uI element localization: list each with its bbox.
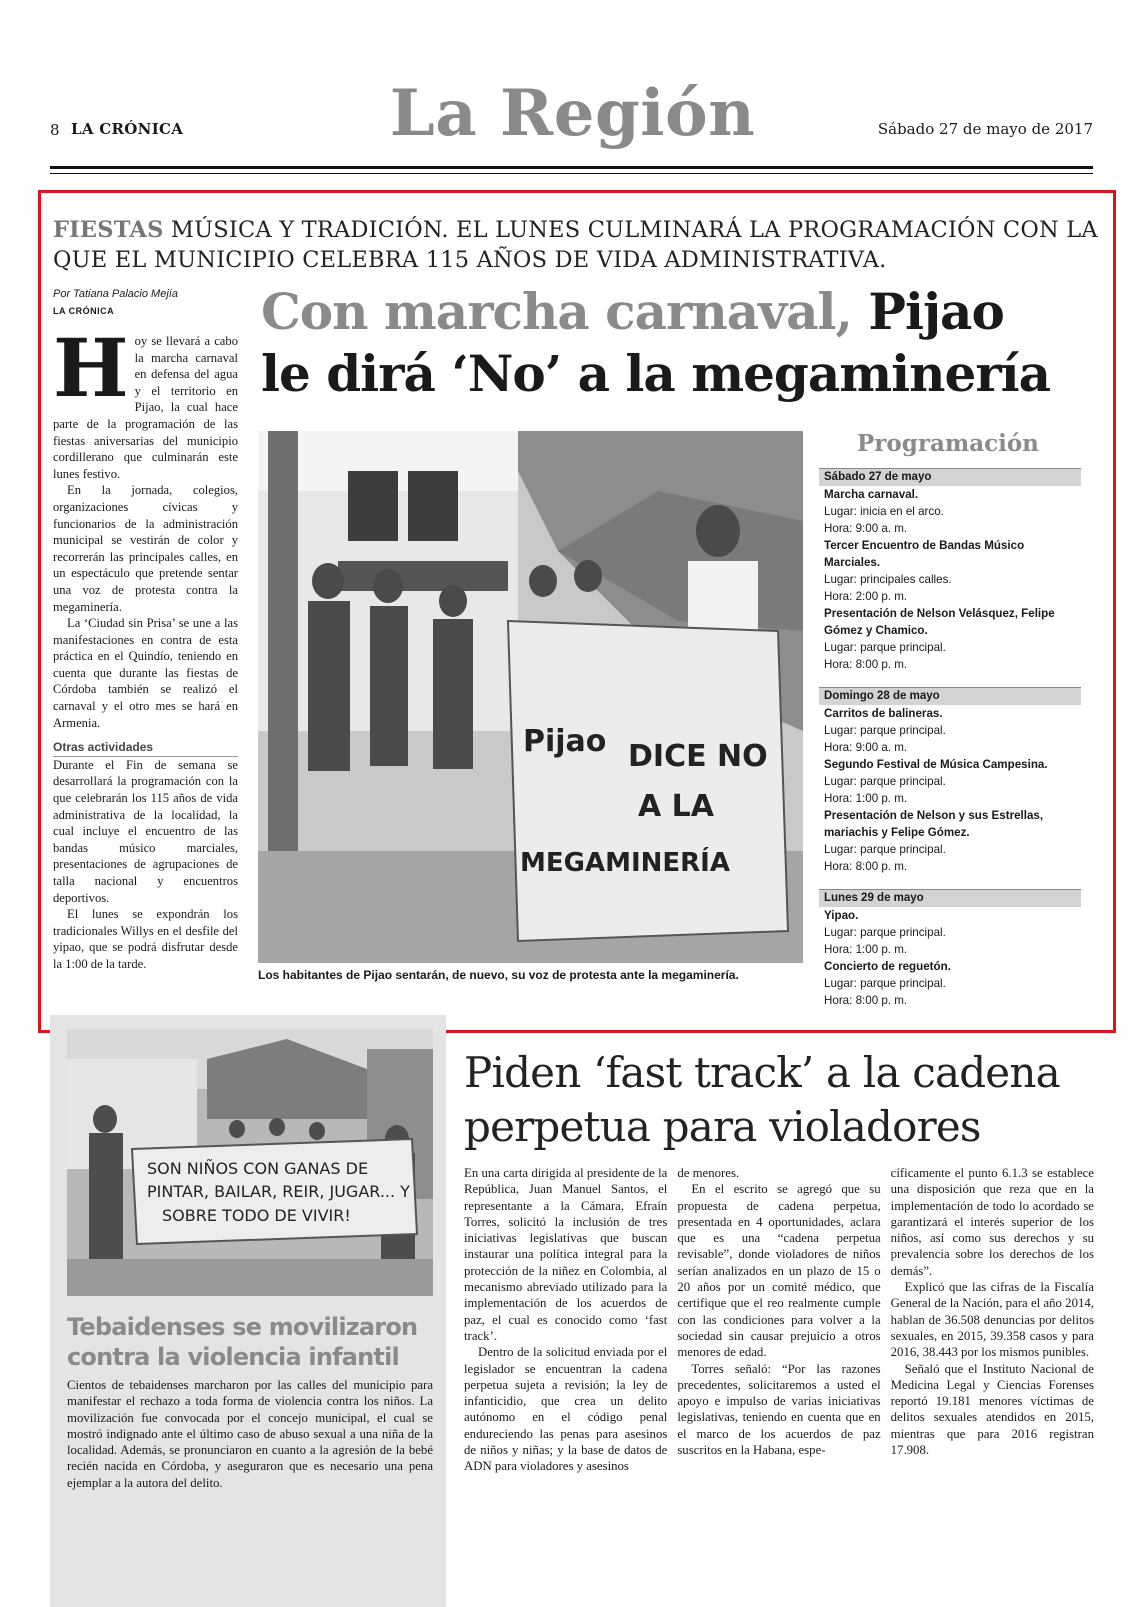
- body-paragraph: cíficamente el punto 6.1.3 se establece una disposición que reza que en la implementación de todo lo acordado se garantizará el interés superior de los niños, así como sus derechos y su prevalencia sobre los derechos de los demás”.: [890, 1166, 1094, 1278]
- feature-body-column: [53, 321, 238, 973]
- newspaper-name: LA CRÓNICA: [71, 120, 184, 138]
- text-column-1: [464, 1165, 667, 1475]
- subhead: Otras actividades: [53, 739, 238, 757]
- tebaida-march-photo: [67, 1029, 433, 1296]
- event-time: Hora: 1:00 p. m.: [824, 943, 908, 956]
- issue-date: Sábado 27 de mayo de 2017: [877, 120, 1093, 138]
- section-title: La Región: [389, 76, 756, 151]
- body-paragraph: La ‘Ciudad sin Prisa’ se une a las manifestaciones en contra de esta práctica en el Quindío, teniendo en cuenta que durante las fiestas de Córdoba también se realizó el carnaval y el otro mes se hará en Armenia.: [53, 616, 238, 730]
- event-time: Hora: 8:00 p. m.: [824, 860, 908, 873]
- body-paragraph: Torres señaló: “Por las razones precedentes, solicitaremos a usted el apoyo e impulso de varias iniciativas legislativas, teniendo en cuenta que en el marco de los acuerdos de paz suscritos en la Habana, espe-: [677, 1361, 881, 1458]
- sign-line-1: SON NIÑOS CON GANAS DE: [147, 1159, 369, 1178]
- cadena-headline: Piden ‘fast track’ a la cadena perpetua para violadores: [464, 1048, 1060, 1151]
- headline-black-part-1: Pijao: [868, 282, 1004, 341]
- event-place: Lugar: parque principal.: [824, 977, 946, 990]
- event-place: Lugar: parque principal.: [824, 926, 946, 939]
- event-time: Hora: 8:00 p. m.: [824, 658, 908, 671]
- feature-headline: [261, 281, 1101, 405]
- event-name: Carritos de balineras.: [824, 707, 943, 720]
- story-kicker: [53, 215, 1103, 275]
- programacion-title: Programación: [857, 430, 1039, 457]
- body-paragraph: Durante el Fin de semana se desarrollará la programación con la que celebrarán los 115 años de vida administrativa de la localidad, la cual incluye el encuentro de las bandas músico marciales, presentaciones de agrupaciones de talla nacional y encuentros deportivos.: [53, 757, 238, 905]
- day-header: Lunes 29 de mayo: [819, 889, 1081, 907]
- event-time: Hora: 9:00 a. m.: [824, 741, 908, 754]
- sign-line-3: SOBRE TODO DE VIVIR!: [162, 1206, 351, 1225]
- event-place: Lugar: parque principal.: [824, 775, 946, 788]
- sign-text-pijao: Pijao: [523, 724, 607, 759]
- event-name: Yipao.: [824, 909, 859, 922]
- event-place: Lugar: principales calles.: [824, 573, 952, 586]
- cadena-body: [464, 1165, 1094, 1475]
- sign-text-dice-no: DICE NO: [628, 739, 768, 774]
- protest-photo-illustration: [258, 431, 803, 963]
- event-name: Marcha carnaval.: [824, 488, 919, 501]
- programacion-list: [819, 468, 1081, 1009]
- body-paragraph: Señaló que el Instituto Nacional de Medicina Legal y Ciencias Forenses reportó 19.181 menores víctimas de delitos sexuales atendidos en 2015, mientras que para 2016 registran 17.908.: [890, 1361, 1094, 1458]
- text-column-2: [677, 1165, 880, 1475]
- tebaida-body: Cientos de tebaidenses marcharon por las calles del municipio para manifestar el rechazo a toda forma de violencia contra los niños. La movilización fue convocada por el concejo municipal, el cual se mostró indignado ante el último caso de abuso sexual a una niña de la localidad. Además, se pronunciaron en cuanto a la agresión de la bebé recién nacida en Córdoba, y aseguraron que es necesario una pena ejemplar a la autora del delito.: [67, 1378, 433, 1490]
- event-time: Hora: 9:00 a. m.: [824, 522, 908, 535]
- event-place: Lugar: parque principal.: [824, 641, 946, 654]
- day-header: Sábado 27 de mayo: [819, 468, 1081, 486]
- event-name: Presentación de Nelson y sus Estrellas, mariachis y Felipe Gómez.: [824, 809, 1044, 839]
- body-paragraph: En una carta dirigida al presidente de la República, Juan Manuel Santos, el representante a la Cámara, Efraín Torres, solicitó la inclusión de tres iniciativas legislativas que buscan instaurar una política integral para la protección de la niñez en Colombia, al mecanismo abreviado utilizado para la implementación de los acuerdos de paz, el cual es conocido como ‘fast track’.: [464, 1166, 668, 1343]
- body-paragraph: En el escrito se agregó que su propuesta de cadena perpetua, presentada en 4 oportunidades, aclara que es una “cadena perpetua revisable”, donde violadores de niños serían analizados en un plazo de 15 o 20 años por un comité médico, que certifique que el reo realmente cumple con las condiciones para volver a la sociedad sin causar prejuicio a otros menores de edad.: [677, 1182, 881, 1360]
- event-name: Tercer Encuentro de Bandas Músico Marciales.: [824, 539, 1025, 569]
- photo-caption: Los habitantes de Pijao sentarán, de nuevo, su voz de protesta ante la megaminería.: [258, 968, 739, 982]
- event-place: Lugar: parque principal.: [824, 843, 946, 856]
- headline-grey-part: Con marcha carnaval,: [261, 282, 869, 341]
- tebaida-photo-illustration: [67, 1029, 433, 1296]
- event-name: Segundo Festival de Música Campesina.: [824, 758, 1048, 771]
- sign-text-megamineria: MEGAMINERÍA: [520, 848, 730, 878]
- body-paragraph: En la jornada, colegios, organizaciones cívicas y funcionarios de la administración municipal se vestirán de color y recorrerán las principales calles, en un espectáculo que pretende sentar una voz de protesta contra la megaminería.: [53, 483, 238, 614]
- body-paragraph: El lunes se expondrán los tradicionales Willys en el desfile del yipao, que se podrá disfrutar desde la 1:00 de la tarde.: [53, 907, 238, 971]
- event-time: Hora: 1:00 p. m.: [824, 792, 908, 805]
- sign-text-a-la: A LA: [638, 789, 714, 824]
- feature-story-box: [38, 190, 1116, 1033]
- body-paragraph: Hoy se llevará a cabo la marcha carnaval en defensa del agua y el territorio en Pijao, la cual hace parte de la programación de las fiestas aniversarias del municipio cordillerano que culminarán este lunes festivo.: [53, 321, 238, 481]
- event-time: Hora: 2:00 p. m.: [824, 590, 908, 603]
- masthead-rule-thin: [50, 173, 1093, 174]
- sign-line-2: PINTAR, BAILAR, REIR, JUGAR... Y: [147, 1182, 410, 1201]
- kicker-tag: FIESTAS: [53, 217, 164, 243]
- protest-photo: [258, 431, 803, 963]
- event-place: Lugar: parque principal.: [824, 724, 946, 737]
- body-paragraph: Explicó que las cifras de la Fiscalía General de la Nación, para el año 2014, hablan de 36.508 denuncias por delitos sexuales, en 2015, 39.358 casos y para 2016, 38.443 por los mismos punibles.: [890, 1280, 1094, 1360]
- event-time: Hora: 8:00 p. m.: [824, 994, 908, 1007]
- tebaida-story-box: [50, 1015, 446, 1607]
- page-number: 8: [50, 121, 60, 139]
- event-place: Lugar: inicia en el arco.: [824, 505, 944, 518]
- masthead-rule: [50, 166, 1093, 169]
- drop-cap: H: [53, 321, 129, 415]
- event-name: Presentación de Nelson Velásquez, Felipe Gómez y Chamico.: [824, 607, 1055, 637]
- kicker-text: MÚSICA Y TRADICIÓN. EL LUNES CULMINARÁ LA PROGRAMACIÓN CON LA QUE EL MUNICIPIO CELEBRA 115 AÑOS DE VIDA ADMINISTRATIVA.: [53, 217, 1098, 273]
- text-column-3: [891, 1165, 1094, 1475]
- body-paragraph: Dentro de la solicitud enviada por el legislador se encuentran la cadena perpetua sujeta a revisión; la ley de infanticidio, que crea un delito autónomo en el código penal endureciendo las penas para asesinos de niños y niñas; y la base de datos de ADN para violadores y asesinos: [464, 1345, 668, 1474]
- tebaida-headline: Tebaidenses se movilizaron contra la violencia infantil: [67, 1313, 418, 1371]
- event-name: Concierto de reguetón.: [824, 960, 951, 973]
- byline: Por Tatiana Palacio Mejía: [53, 288, 178, 300]
- headline-black-part-2: le dirá ‘No’ a la megaminería: [261, 344, 1051, 403]
- day-header: Domingo 28 de mayo: [819, 687, 1081, 705]
- byline-paper: LA CRÓNICA: [53, 306, 115, 316]
- body-paragraph: de menores.: [677, 1166, 740, 1180]
